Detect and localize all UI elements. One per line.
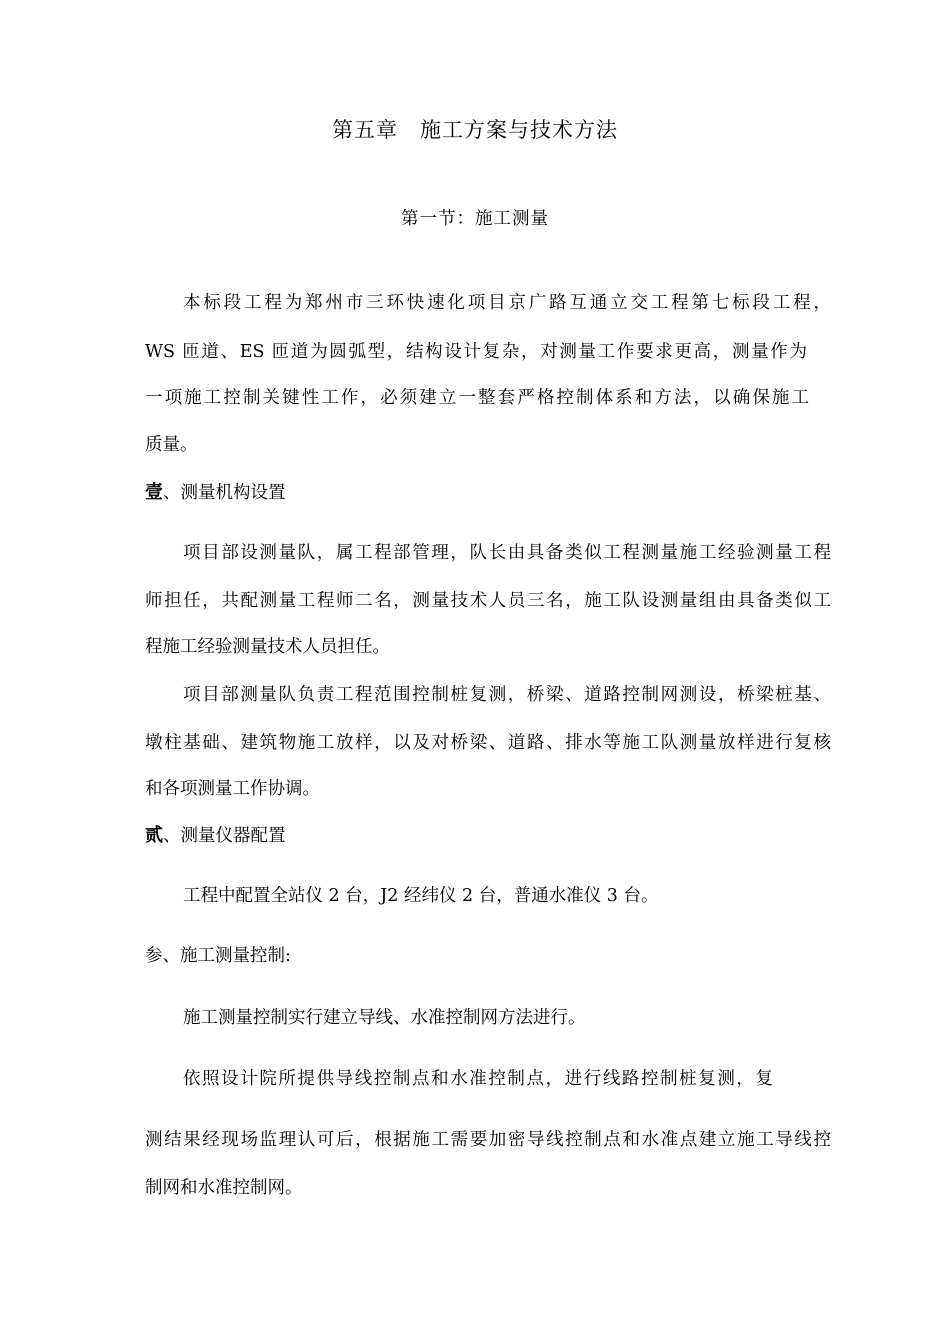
control-p1-line: 施工测量控制实行建立导线、水准控制网方法进行。 <box>183 1008 586 1028</box>
heading-1 <box>145 481 286 505</box>
control-p2-line-3: 制网和水准控制网。 <box>145 1178 303 1198</box>
intro-line-1: 本标段工程为郑州市三环快速化项目京广路互通立交工程第七标段工程， <box>183 293 831 313</box>
heading-2 <box>145 824 286 848</box>
heading-1-number: 壹 <box>145 482 163 503</box>
intro-line-3: 一项施工控制关键性工作，必须建立一整套严格控制体系和方法，以确保施工 <box>145 388 809 408</box>
org-p2-line-2: 墩柱基础、建筑物施工放样，以及对桥梁、道路、排水等施工队测量放样进行复核 <box>145 733 831 753</box>
heading-3: 参、施工测量控制: <box>145 946 291 966</box>
intro-line-4: 质量。 <box>145 435 198 455</box>
chapter-title: 第五章 施工方案与技术方法 <box>332 118 618 142</box>
control-p2-line-2: 测结果经现场监理认可后，根据施工需要加密导线控制点和水准点建立施工导线控 <box>145 1130 831 1150</box>
heading-1-text: 、测量机构设置 <box>163 483 286 503</box>
heading-2-text: 、测量仪器配置 <box>163 826 286 846</box>
org-p2-line-1: 项目部测量队负责工程范围控制桩复测，桥梁、道路控制网测设，桥梁桩基、 <box>183 685 831 705</box>
heading-2-number: 贰 <box>145 825 163 846</box>
control-p2-line-1: 依照设计院所提供导线控制点和水准控制点，进行线路控制桩复测，复 <box>183 1069 773 1089</box>
org-p1-line-1: 项目部设测量队，属工程部管理，队长由具备类似工程测量施工经验测量工程 <box>183 543 831 563</box>
instruments-line: 工程中配置全站仪 2 台，J2 经纬仪 2 台，普通水准仪 3 台。 <box>183 886 659 906</box>
org-p2-line-3: 和各项测量工作协调。 <box>145 779 320 799</box>
intro-line-2: WS 匝道、ES 匝道为圆弧型，结构设计复杂，对测量工作要求更高，测量作为 <box>145 342 807 362</box>
section-title: 第一节：施工测量 <box>401 209 549 229</box>
org-p1-line-2: 师担任，共配测量工程师二名，测量技术人员三名，施工队设测量组由具备类似工 <box>145 591 831 611</box>
org-p1-line-3: 程施工经验测量技术人员担任。 <box>145 637 390 657</box>
